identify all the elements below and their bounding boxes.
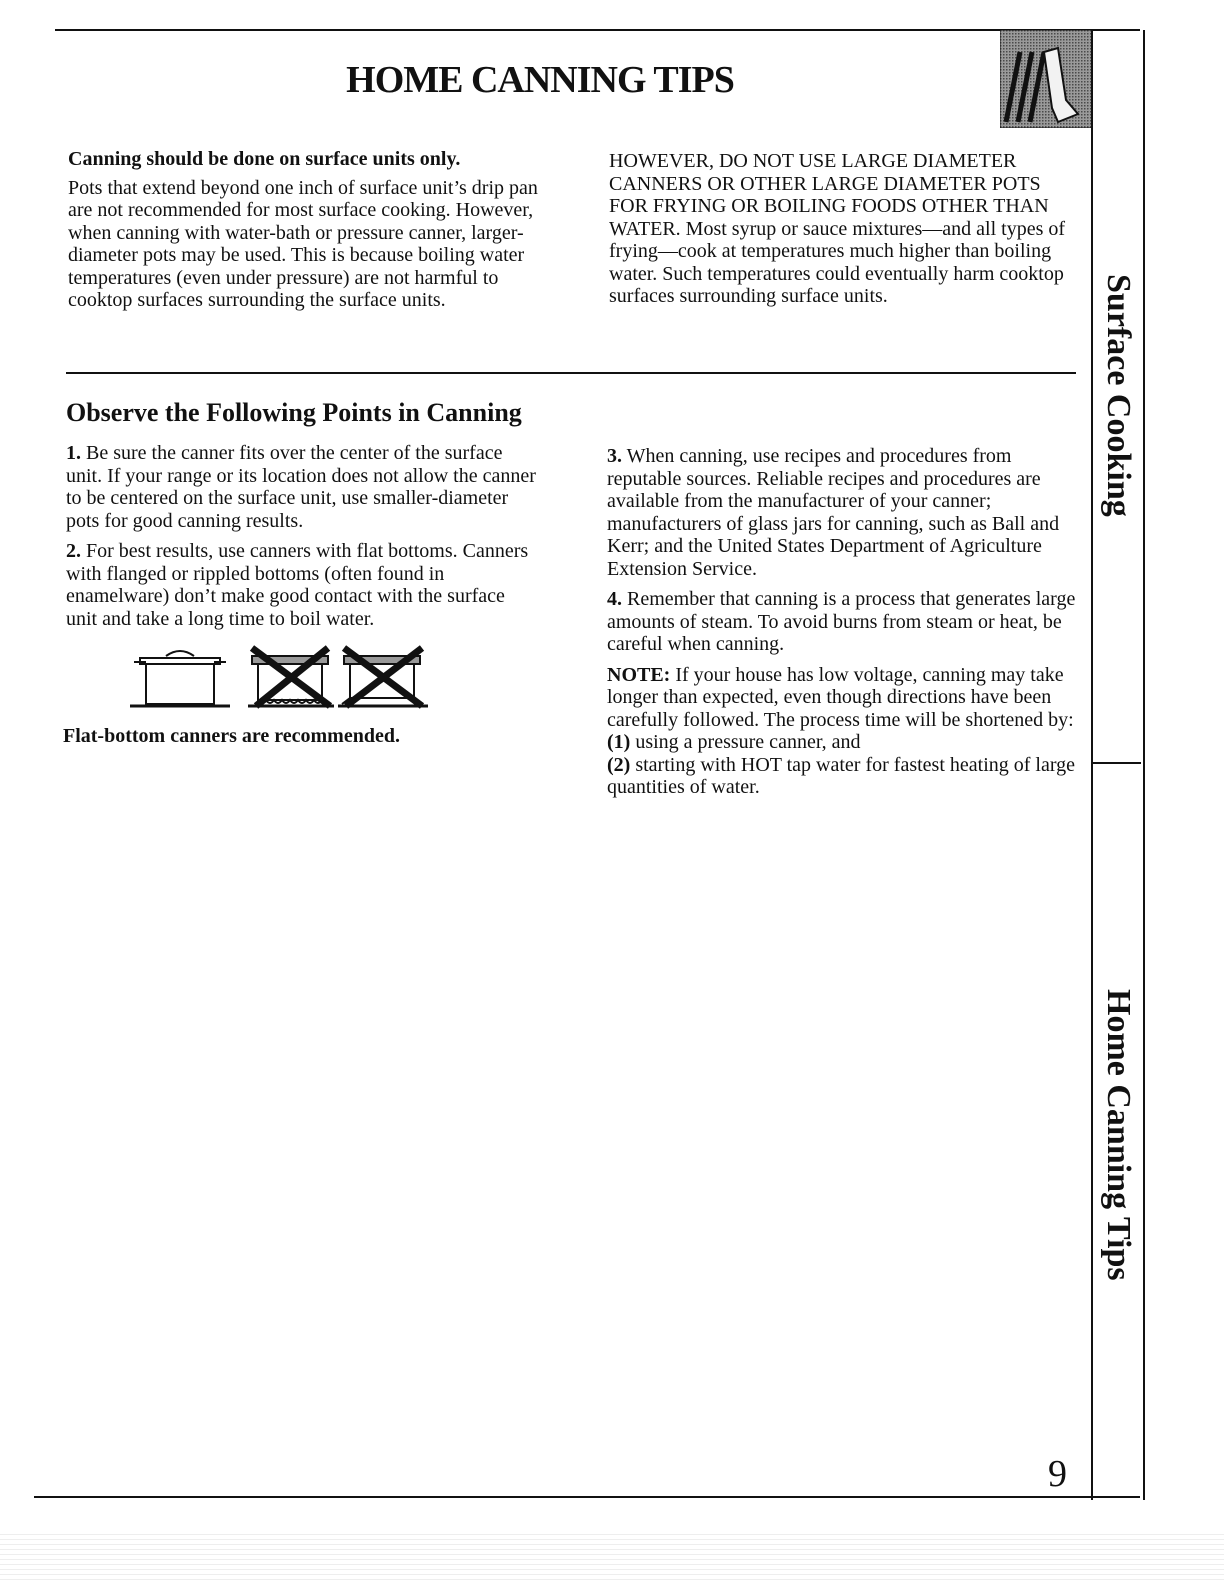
- scan-edge-artifact: [0, 1530, 1224, 1584]
- top-rule: [55, 29, 1140, 31]
- points-right-column: [607, 445, 1077, 799]
- side-tab-divider: [1091, 762, 1141, 764]
- point-item: 2. For best results, use canners with flat bottoms. Canners with flanged or rippled bottoms (often found in enamelware) don’t make good contact with the surface unit and take a long time to boil water.: [66, 540, 529, 630]
- flanged-bottom-pot-crossed-icon: [338, 648, 428, 706]
- point-item: 3. When canning, use recipes and procedures from reputable sources. Reliable recipes and procedures are available from the manufacturer of your canner; manufacturers of glass jars for canning, such as Ball and Kerr; and the United States Department of Agriculture Extension Service.: [607, 445, 1060, 580]
- canning-header-icon: [1000, 30, 1092, 128]
- note-label: NOTE:: [607, 663, 671, 686]
- intro-right-column: [609, 150, 1079, 308]
- intro-left-column: [68, 148, 538, 320]
- point-item: 1. Be sure the canner fits over the center of the surface unit. If your range or its location does not allow the canner to be centered on the surface unit, use smaller-diameter pots for good canning results.: [66, 442, 536, 532]
- flat-bottom-pot-icon: [130, 651, 230, 706]
- page-title: HOME CANNING TIPS: [346, 59, 734, 101]
- warning-caps: HOWEVER, DO NOT USE LARGE DIAMETER CANNERS OR OTHER LARGE DIAMETER POTS FOR FRYING OR BOILING FOODS OTHER THAN WATER.: [609, 150, 1049, 240]
- warning-body: Most syrup or sauce mixtures—and all types of frying—cook at temperatures much higher than boiling water. Such temperatures could eventually harm cooktop surfaces surrounding surface units.: [609, 217, 1066, 307]
- side-tab-home-canning-tips: Home Canning Tips: [1100, 989, 1137, 1281]
- note-text: If your house has low voltage, canning may take longer than expected, even though directions have been carefully followed. The process time will be shortened by:: [607, 663, 1074, 731]
- note-item: (1) using a pressure canner, and: [607, 731, 861, 753]
- bottom-rule: [34, 1496, 1140, 1498]
- points-left-column: [66, 442, 536, 638]
- section-title: Observe the Following Points in Canning: [66, 398, 522, 427]
- page-number: 9: [1048, 1453, 1067, 1495]
- canner-illustration: [130, 642, 430, 712]
- note-paragraph: [607, 664, 1077, 732]
- section-divider: [66, 372, 1076, 374]
- intro-body: Pots that extend beyond one inch of surface unit’s drip pan are not recommended for most surface cooking. However, when canning with water-bath or pressure canner, larger-diameter pots may be used. This is because boiling water temperatures (even under pressure) are not harmful to cooktop surfaces surrounding the surface units.: [68, 176, 538, 311]
- note-item: (2) starting with HOT tap water for fastest heating of large quantities of water.: [607, 753, 1076, 798]
- rippled-bottom-pot-crossed-icon: [248, 648, 334, 706]
- point-item: 4. Remember that canning is a process that generates large amounts of steam. To avoid burns from steam or heat, be careful when canning.: [607, 588, 1076, 655]
- intro-heading: Canning should be done on surface units only.: [68, 148, 461, 170]
- side-tab-surface-cooking: Surface Cooking: [1100, 273, 1137, 517]
- illustration-caption: Flat-bottom canners are recommended.: [63, 725, 400, 747]
